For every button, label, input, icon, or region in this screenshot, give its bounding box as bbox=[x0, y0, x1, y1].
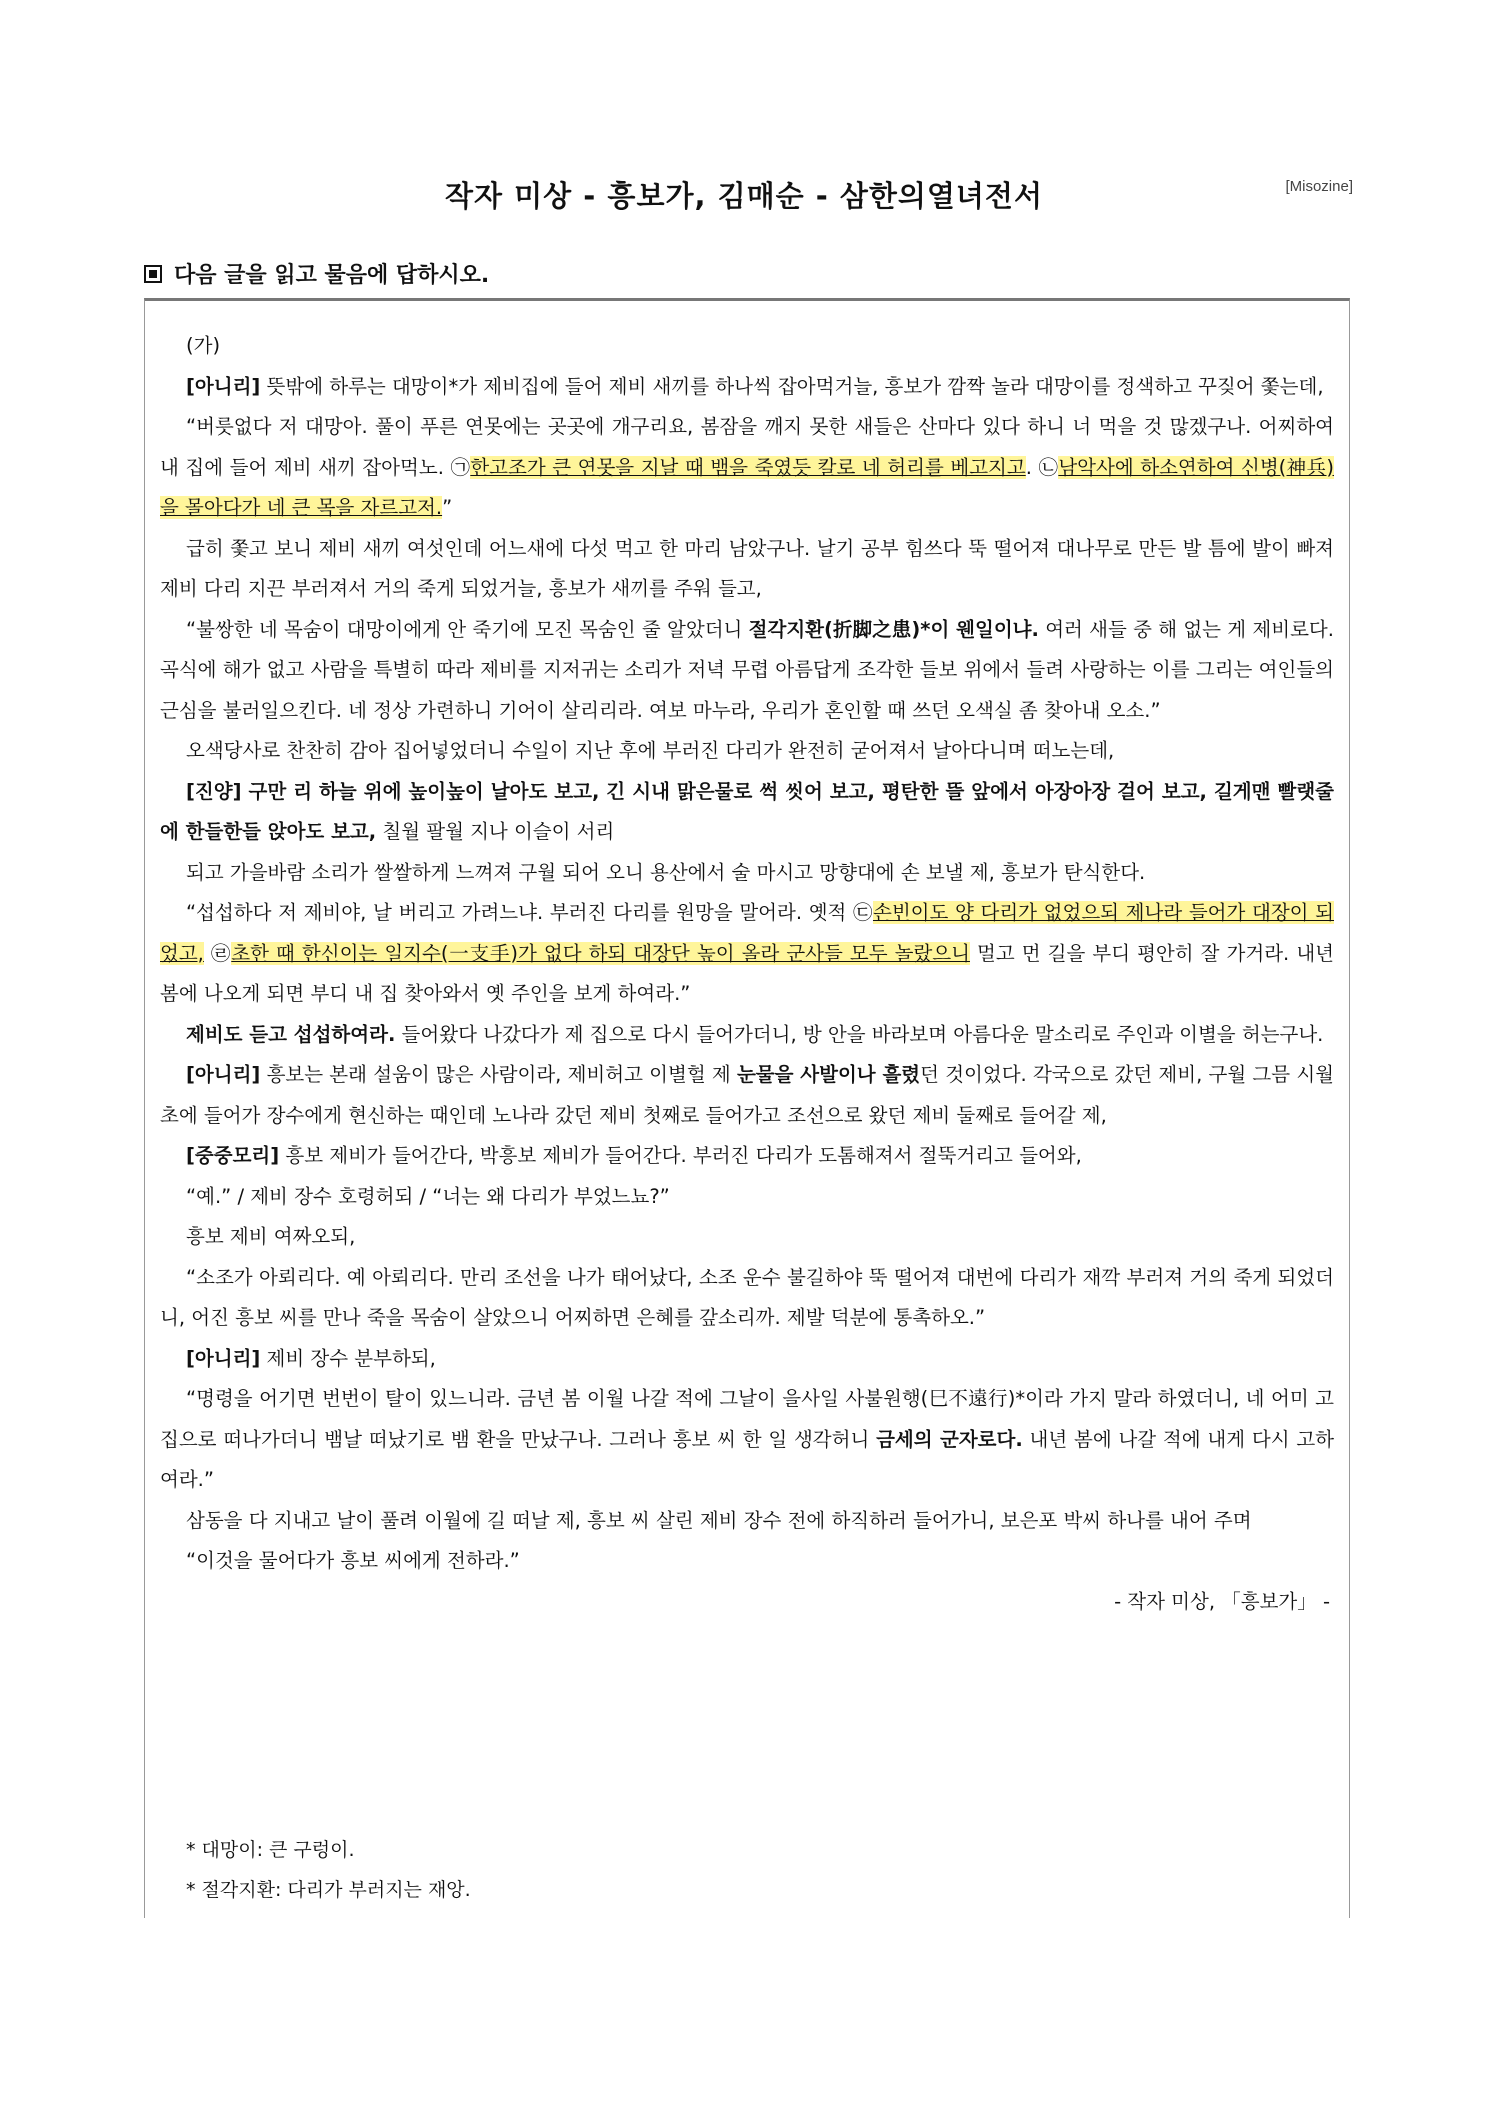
paragraph bbox=[160, 1055, 1334, 1136]
paragraph-text: 여러 새들 중 해 없는 게 제비로다. 곡식에 해가 없고 사람을 특별히 따라 제비를 지저귀는 소리가 저녁 무렵 아름답게 조각한 들보 위에서 들려 사랑하는 이를 그리는 여인들의 근심을 불러일으킨다. 네 정상 가련하니 기어이 살리리라. 여보 마누라, 우리가 혼인할 때 쓰던 오색실 좀 찾아내 오소.” bbox=[160, 617, 1334, 722]
highlighted-phrase: 초한 때 한신이는 일지수(一支手)가 없다 하되 대장단 높이 올라 군사들 모두 놀랐으니 bbox=[231, 941, 970, 965]
pansori-tag: [아니리] bbox=[186, 1346, 261, 1370]
bold-phrase: 절각지환(折脚之患)*이 웬일이냐. bbox=[748, 617, 1039, 641]
source-credit: - 작자 미상, 「흥보가」 - bbox=[1114, 1589, 1330, 1613]
paragraph-text: ” bbox=[442, 496, 453, 519]
paragraph: 삼동을 다 지내고 날이 풀려 이월에 길 떠날 제, 흥보 씨 살린 제비 장수 전에 하직하러 들어가니, 보은포 박씨 하나를 내어 주며 bbox=[186, 1508, 1252, 1532]
paragraph: “예.” / 제비 장수 호령허되 / “너는 왜 다리가 부었느뇨?” bbox=[186, 1184, 670, 1208]
footnotes bbox=[186, 1830, 471, 1910]
pansori-tag: [아니리] bbox=[186, 374, 261, 398]
instruction bbox=[144, 258, 489, 289]
paragraph bbox=[160, 893, 1334, 1015]
paragraph-text: 내년 봄에 나갈 적에 내게 다시 고하여라.” bbox=[160, 1427, 1334, 1491]
paragraph-text: “버릇없다 저 대망아. 풀이 푸른 연못에는 곳곳에 개구리요, 봄잠을 깨지 못한 새들은 산마다 있다 하니 너 먹을 것 많겠구나. 어찌하여 내 집에 들어 제비 새끼 잡아먹노. ㉠ bbox=[160, 415, 1334, 479]
paragraph bbox=[160, 367, 1334, 408]
paragraph bbox=[160, 1136, 1334, 1177]
paragraph-text: 던 것이었다. 각국으로 갔던 제비, 구월 그믐 시월 초에 들어가 장수에게 현신하는 때인데 노나라 갔던 제비 첫째로 들어가고 조선으로 왔던 제비 둘째로 들어갈 제, bbox=[160, 1063, 1334, 1127]
square-bullet-icon bbox=[144, 265, 162, 283]
passage bbox=[160, 326, 1334, 1622]
instruction-text: 다음 글을 읽고 물음에 답하시오. bbox=[174, 263, 490, 288]
footnote: * 대망이: 큰 구렁이. bbox=[186, 1839, 355, 1861]
pansori-tag: [아니리] bbox=[186, 1063, 261, 1086]
highlighted-phrase: 한고조가 큰 연못을 지날 때 뱀을 죽였듯 칼로 네 허리를 베고지고 bbox=[470, 455, 1026, 479]
paragraph-text: “섭섭하다 저 제비야, 날 버리고 가려느냐. 부러진 다리를 원망을 말어라. 옛적 ㉢ bbox=[186, 901, 873, 924]
paragraph-text: 흥보 제비가 들어간다, 박흥보 제비가 들어간다. 부러진 다리가 도톰해져서 절뚝거리고 들어와, bbox=[279, 1144, 1082, 1167]
bold-phrase: 제비도 듣고 섭섭하여라. bbox=[186, 1022, 396, 1046]
paragraph-text: 뜻밖에 하루는 대망이*가 제비집에 들어 제비 새끼를 하나씩 잡아먹거늘, 흥보가 깜짝 놀라 대망이를 정색하고 꾸짖어 쫓는데, bbox=[260, 374, 1324, 398]
source-label: [Misozine] bbox=[1285, 178, 1353, 195]
footnote: * 절각지환: 다리가 부러지는 재앙. bbox=[186, 1879, 471, 1901]
paragraph bbox=[160, 407, 1334, 529]
page-title: 작자 미상 - 흥보가, 김매순 - 삼한의열녀전서 bbox=[445, 179, 1043, 213]
paragraph-text: 흥보는 본래 설움이 많은 사람이라, 제비허고 이별헐 제 bbox=[260, 1063, 737, 1086]
paragraph bbox=[160, 610, 1334, 732]
paragraph-text: “명령을 어기면 번번이 탈이 있느니라. 금년 봄 이월 나갈 적에 그날이 을사일 사불원행(巳不遠行)*이라 가지 말라 하였더니, 네 어미 고집으로 떠나가더니 뱀날 떠났기로 뱀 환을 만났구나. 그러나 흥보 씨 한 일 생각허니 bbox=[160, 1387, 1334, 1451]
paragraph-text: . ㉡ bbox=[1025, 455, 1059, 479]
passage-marker: (가) bbox=[186, 334, 221, 357]
highlighted-phrase: 손빈이도 양 다리가 없었으되 제나라 들어가 대장이 되었고, bbox=[160, 901, 1334, 965]
paragraph bbox=[160, 1379, 1334, 1501]
paragraph bbox=[160, 1015, 1334, 1056]
paragraph-text: 칠월 팔월 지나 이슬이 서리 bbox=[376, 820, 615, 843]
paragraph: “이것을 물어다가 흥보 씨에게 전하라.” bbox=[186, 1549, 520, 1572]
pansori-tag: [중중모리] bbox=[186, 1144, 280, 1167]
paragraph: 흥보 제비 여짜오되, bbox=[186, 1225, 356, 1248]
paragraph bbox=[160, 1339, 1334, 1380]
bold-phrase: [진양] 구만 리 하늘 위에 높이높이 날아도 보고, 긴 시내 맑은물로 썩 씻어 보고, 평탄한 뜰 앞에서 아장아장 걸어 보고, 길게맨 빨랫줄에 한들한들 앉아도 보고, bbox=[160, 779, 1334, 843]
paragraph bbox=[160, 772, 1334, 853]
highlighted-phrase: 남악사에 하소연하여 신병(神兵)을 몰아다가 네 큰 목을 자르고저. bbox=[160, 455, 1334, 519]
paragraph-text: “불쌍한 네 목숨이 대망이에게 안 죽기에 모진 목숨인 줄 알았더니 bbox=[186, 617, 749, 641]
paragraph-text: 멀고 먼 길을 부디 평안히 잘 가거라. 내년 봄에 나오게 되면 부디 내 집 찾아와서 옛 주인을 보게 하여라.” bbox=[160, 941, 1334, 1005]
bold-phrase: 금세의 군자로다. bbox=[876, 1427, 1023, 1451]
paragraph: “소조가 아뢰리다. 예 아뢰리다. 만리 조선을 나가 태어났다, 소조 운수 불길하야 뚝 떨어져 대번에 다리가 재깍 부러져 거의 죽게 되었더니, 어진 흥보 씨를 만나 죽을 목숨이 살았으니 어찌하면 은혜를 갚소리까. 제발 덕분에 통촉하오.” bbox=[160, 1265, 1334, 1329]
paragraph-text: ㉣ bbox=[203, 941, 232, 965]
bold-phrase: 눈물을 사발이나 흘렸 bbox=[736, 1063, 921, 1086]
paragraph: 되고 가을바람 소리가 쌀쌀하게 느껴져 구월 되어 오니 용산에서 술 마시고 망향대에 손 보낼 제, 흥보가 탄식한다. bbox=[186, 860, 1146, 884]
paragraph: 급히 쫓고 보니 제비 새끼 여섯인데 어느새에 다섯 먹고 한 마리 남았구나. 날기 공부 힘쓰다 뚝 떨어져 대나무로 만든 발 틈에 발이 빠져 제비 다리 지끈 부러져서 거의 죽게 되었거늘, 흥보가 새끼를 주워 들고, bbox=[160, 536, 1334, 600]
paragraph-text: 제비 장수 분부하되, bbox=[260, 1346, 436, 1370]
paragraph: 오색당사로 찬찬히 감아 집어넣었더니 수일이 지난 후에 부러진 다리가 완전히 굳어져서 날아다니며 떠노는데, bbox=[186, 739, 1115, 762]
paragraph-text: 들어왔다 나갔다가 제 집으로 다시 들어가더니, 방 안을 바라보며 아름다운 말소리로 주인과 이별을 허는구나. bbox=[395, 1022, 1324, 1046]
